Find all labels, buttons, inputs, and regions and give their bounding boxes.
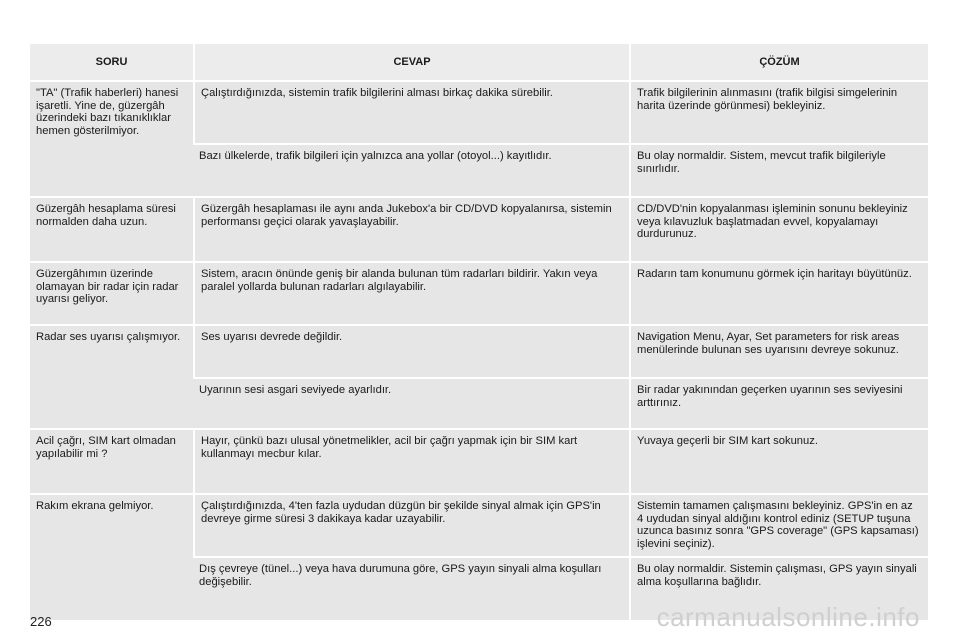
answer-cell: Ses uyarısı devrede değildir. <box>193 324 629 377</box>
header-question: SORU <box>30 44 193 80</box>
answer-cell: Uyarının sesi asgari seviyede ayarlıdır. <box>193 377 629 428</box>
solution-cell: Bu olay normaldir. Sistemin çalışması, GPS yayın sinyali alma koşullarına bağlıdır. <box>629 556 928 620</box>
faq-table <box>30 44 928 620</box>
table-row <box>30 196 928 261</box>
question-cell: Radar ses uyarısı çalışmıyor. <box>30 324 193 428</box>
table-header-row <box>30 44 928 80</box>
answer-cell: Hayır, çünkü bazı ulusal yönetmelikler, acil bir çağrı yapmak için bir SIM kart kullanmayı mecbur kılar. <box>193 428 629 493</box>
answer-cell: Çalıştırdığınızda, 4'ten fazla uydudan düzgün bir şekilde sinyal almak için GPS'in devreye girme süresi 3 dakikaya kadar uzayabilir. <box>193 493 629 556</box>
page-number: 226 <box>30 614 52 629</box>
solution-cell: Navigation Menu, Ayar, Set parameters for risk areas menülerinde bulunan ses uyarısını devreye sokunuz. <box>629 324 928 377</box>
solution-cell: CD/DVD'nin kopyalanması işleminin sonunu bekleyiniz veya kılavuzluk başlatmadan evvel, kopyalamayı durdurunuz. <box>629 196 928 261</box>
table-row <box>30 261 928 324</box>
question-cell: Acil çağrı, SIM kart olmadan yapılabilir mi ? <box>30 428 193 493</box>
answer-cell: Bazı ülkelerde, trafik bilgileri için yalnızca ana yollar (otoyol...) kayıtlıdır. <box>193 143 629 196</box>
watermark: carmanualsonline.info <box>656 602 920 632</box>
solution-cell: Radarın tam konumunu görmek için haritayı büyütünüz. <box>629 261 928 324</box>
answer-cell: Çalıştırdığınızda, sistemin trafik bilgilerini alması birkaç dakika sürebilir. <box>193 80 629 143</box>
table-row <box>30 324 928 377</box>
solution-cell: Bir radar yakınından geçerken uyarının ses seviyesini arttırınız. <box>629 377 928 428</box>
table-row <box>30 80 928 143</box>
table-row <box>30 493 928 556</box>
question-cell: Rakım ekrana gelmiyor. <box>30 493 193 620</box>
question-cell: "TA" (Trafik haberleri) hanesi işaretli. Yine de, güzergâh üzerindeki bazı tıkanıklıklar hemen gösterilmiyor. <box>30 80 193 196</box>
solution-cell: Bu olay normaldir. Sistem, mevcut trafik bilgileriyle sınırlıdır. <box>629 143 928 196</box>
answer-cell: Dış çevreye (tünel...) veya hava durumuna göre, GPS yayın sinyali alma koşulları değişebilir. <box>193 556 629 620</box>
question-cell: Güzergâhımın üzerinde olamayan bir radar için radar uyarısı geliyor. <box>30 261 193 324</box>
solution-cell: Yuvaya geçerli bir SIM kart sokunuz. <box>629 428 928 493</box>
answer-cell: Sistem, aracın önünde geniş bir alanda bulunan tüm radarları bildirir. Yakın veya paralel yollarda bulunan radarları algılayabilir. <box>193 261 629 324</box>
solution-cell: Sistemin tamamen çalışmasını bekleyiniz. GPS'in en az 4 uydudan sinyal aldığını kontrol ediniz (SETUP tuşuna uzunca basınız sonra "GPS coverage" (GPS kapsaması) işlevini seçiniz). <box>629 493 928 556</box>
answer-cell: Güzergâh hesaplaması ile aynı anda Jukebox'a bir CD/DVD kopyalanırsa, sistemin performansı geçici olarak yavaşlayabilir. <box>193 196 629 261</box>
header-solution: ÇÖZÜM <box>629 44 928 80</box>
table-row <box>30 428 928 493</box>
question-cell: Güzergâh hesaplama süresi normalden daha uzun. <box>30 196 193 261</box>
solution-cell: Trafik bilgilerinin alınmasını (trafik bilgisi simgelerinin harita üzerinde görünmesi) bekleyiniz. <box>629 80 928 143</box>
header-answer: CEVAP <box>193 44 629 80</box>
